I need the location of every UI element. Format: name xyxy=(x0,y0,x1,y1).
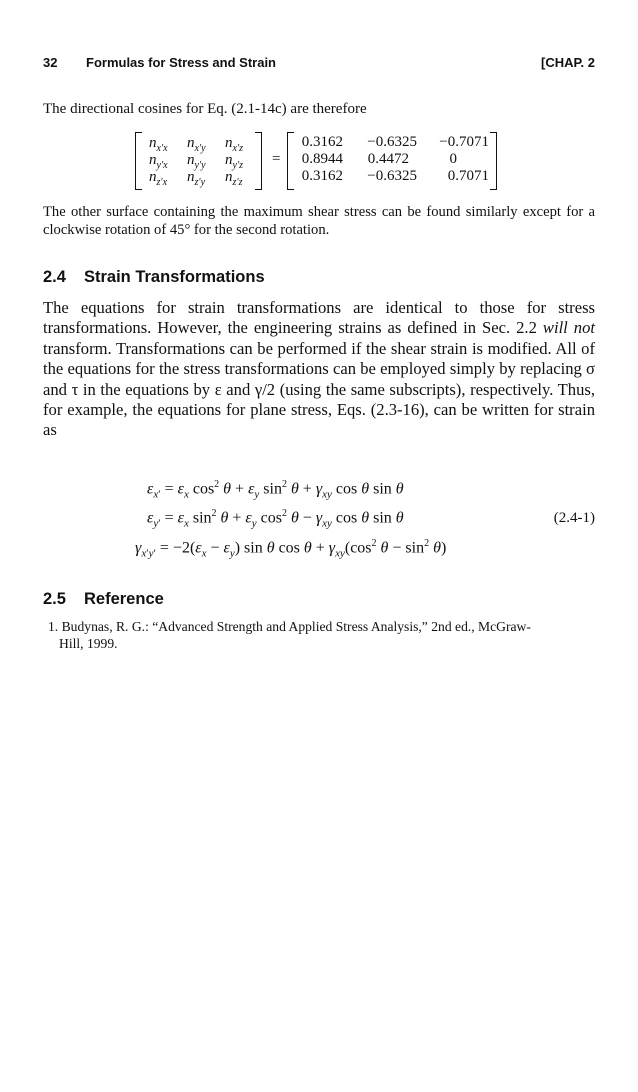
matrix-cell: $n_{z'z}$ xyxy=(225,169,243,188)
matrix-value: 0 xyxy=(449,151,457,167)
matrix-cell: $n_{x'y}$ xyxy=(187,135,206,154)
matrix-value: −0.6325 xyxy=(367,134,417,150)
reference-text: Hill, 1999. xyxy=(59,636,118,651)
chapter-bracket: [ xyxy=(541,55,546,70)
matrix-cell: $n_{y'y}$ xyxy=(187,152,206,171)
section-title: Reference xyxy=(84,590,164,608)
matrix-cell: $n_{z'y}$ xyxy=(187,169,206,188)
matrix-value: 0.8944 xyxy=(301,151,343,167)
reference-line xyxy=(48,635,594,652)
emphasis-text: will not xyxy=(542,318,595,338)
book-title: Formulas for Stress and Strain xyxy=(86,55,276,70)
matrix-cell: $n_{z'x}$ xyxy=(149,169,168,188)
paragraph-text: transform. Transformations can be performed if the shear strain is modified. All of the equations for the stress transformations can be employed simply by replacing σ and τ in the equations by ε and γ/2 (using the same subscripts), respectively. Thus, for example, the equations for plane stress, Eqs. (2.3-16), can be written for strain as xyxy=(43,338,595,440)
intro-paragraph: The directional cosines for Eq. (2.1-14c) are therefore xyxy=(43,101,367,117)
shear-surface-note: The other surface containing the maximum shear stress can be found similarly except for a clockwise rotation of 45° for the second rotation. xyxy=(43,204,595,238)
equals-sign: = xyxy=(272,151,281,167)
equation-number: (2.4-1) xyxy=(553,510,595,526)
matrix-value: 0.3162 xyxy=(301,168,343,184)
section-heading-strain-transformations xyxy=(43,268,265,287)
reference-index: 1. xyxy=(48,619,59,634)
running-header xyxy=(43,55,595,73)
matrix-value: −0.7071 xyxy=(439,134,489,150)
section-heading-reference xyxy=(43,590,164,609)
strain-equation-shear: $\gamma_{x'y'} = -2(\varepsilon_x - \varepsilon_y)$ sin θ $\cos \theta + \gamma_{xy}(\cos^2$ $\theta - \sin^2 \theta$) xyxy=(135,538,447,560)
strain-equation-x: $\varepsilon_{x'} = \varepsilon_x$ $\cos^2 \theta + \varepsilon_y$ $\sin^2 \theta + \gamma_{xy}$ cos θ sin θ xyxy=(147,479,404,501)
strain-equation-y: $\varepsilon_{y'} = \varepsilon_x$ $\sin^2 \theta + \varepsilon_y$ $\cos^2 \theta - \gamma_{xy}$ cos θ sin θ xyxy=(147,508,404,530)
left-matrix-open-bracket xyxy=(135,132,142,190)
chapter-text: CHAP. 2 xyxy=(545,55,595,70)
reference-line xyxy=(48,618,594,635)
matrix-cell: $n_{y'x}$ xyxy=(149,152,168,171)
chapter-label xyxy=(541,55,595,70)
right-matrix-close-bracket xyxy=(490,132,497,190)
left-matrix-close-bracket xyxy=(255,132,262,190)
matrix-cell: $n_{x'x}$ xyxy=(149,135,168,154)
paragraph-text: The equations for strain transformations are identical to those for stress transformations. However, the engineering strains as defined in Sec. 2.2 xyxy=(43,298,595,338)
matrix-value: 0.4472 xyxy=(367,151,409,167)
matrix-value: 0.3162 xyxy=(301,134,343,150)
reference-item xyxy=(48,618,594,652)
matrix-value: 0.7071 xyxy=(447,168,489,184)
matrix-value: −0.6325 xyxy=(367,168,417,184)
section-title: Strain Transformations xyxy=(84,268,265,286)
matrix-cell: $n_{y'z}$ xyxy=(225,152,244,171)
reference-text: Budynas, R. G.: “Advanced Strength and Applied Stress Analysis,” 2nd ed., McGraw- xyxy=(61,619,531,634)
page-number: 32 xyxy=(43,55,58,70)
matrix-cell: $n_{x'z}$ xyxy=(225,135,244,154)
section-number: 2.5 xyxy=(43,590,66,608)
strain-transformation-paragraph xyxy=(43,298,595,441)
section-number: 2.4 xyxy=(43,268,66,286)
